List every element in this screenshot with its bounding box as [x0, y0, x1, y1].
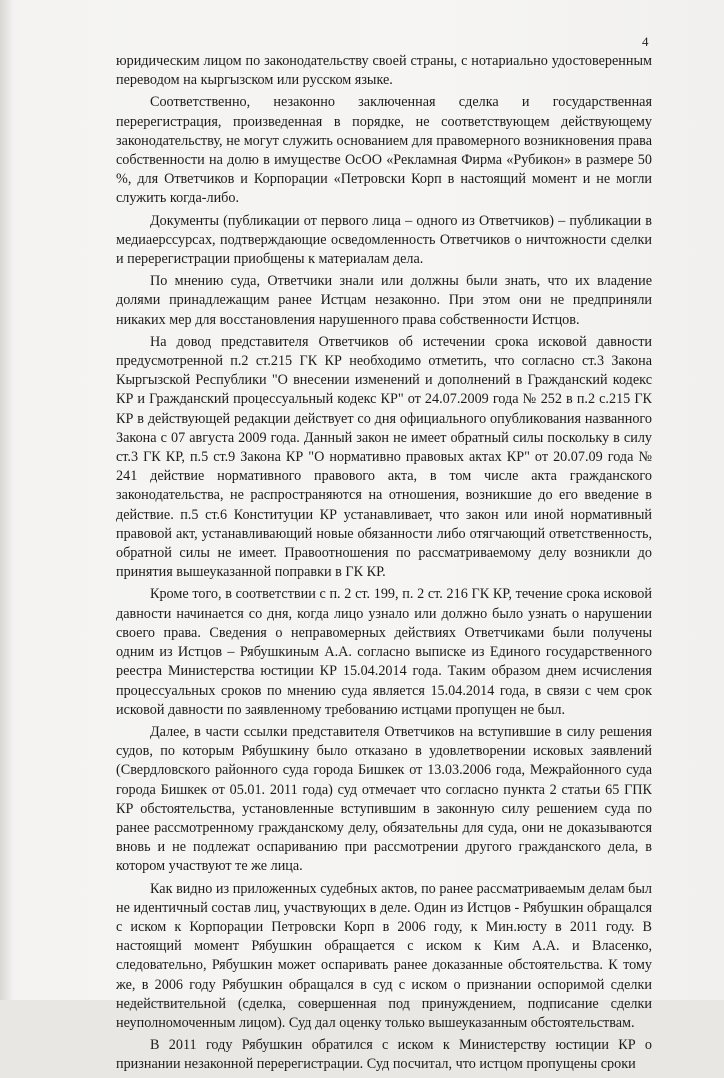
- paragraph-8: Как видно из приложенных судебных актов, по ранее рассматриваемым делам был не идентичный состав лиц, участвующих в деле. Один из Истцов - Рябушкин обращался с иском к Корпорации Петровски Корп в 2006 году, к Мин.юсту в 2011 году. В настоящий момент Рябушкин обращается с иском к Ким А.А. и Власенко, следовательно, Рябушкин может оспаривать ранее доказанные обстоятельства. К тому же, в 2006 году Рябушкин обращался в суд с иском о признании оспоримой сделки недействительной (сделка, совершенная под принуждением, подписание сделки неуполномоченным лицом). Суд дал оценку только вышеуказанным обстоятельствам.: [116, 880, 652, 1031]
- document-body: [116, 52, 652, 1078]
- paragraph-6: Кроме того, в соответствии с п. 2 ст. 199, п. 2 ст. 216 ГК КР, течение срока исковой давности начинается со дня, когда лицо узнало или должно было узнать о нарушении своего права. Сведения о неправомерных действиях Ответчиками были получены одним из Истцов – Рябушкиным А.А. согласно выписке из Единого государственного реестра Министерства юстиции КР 15.04.2014 года. Таким образом днем исчисления процессуальных сроков по мнению суда является 15.04.2014 года, в связи с чем срок исковой давности по заявленному требованию истцами пропущен не был.: [116, 586, 652, 718]
- page-number: 4: [642, 34, 649, 49]
- paragraph-4: По мнению суда, Ответчики знали или должны были знать, что их владение долями принадлежащим ранее Истцам незаконно. При этом они не предприняли никаких мер для восстановления нарушенного права собственности Истцов.: [116, 273, 652, 328]
- paragraph-5: На довод представителя Ответчиков об истечении срока исковой давности предусмотренной п.2 ст.215 ГК КР необходимо отметить, что согласно ст.3 Закона Кыргызской Республики "О внесении изменений и дополнений в Гражданский кодекс КР и Гражданский процессуальный кодекс КР" от 24.07.2009 года № 252 в п.2 с.215 ГК КР в действующей редакции действует со дня официального опубликования названного Закона с 07 августа 2009 года. Данный закон не имеет обратный силы поскольку в силу ст.3 ГК КР, п.5 ст.9 Закона КР "О нормативно правовых актах КР" от 20.07.09 года № 241 действие нормативного правового акта, в том числе акта гражданского законодательства, не распространяются на отношения, возникшие до его введение в действие. п.5 ст.6 Конституции КР устанавливает, что закон или иной нормативный правовой акт, устанавливающий новые обязанности либо отягчающий ответственность, обратной силы не имеет. Правоотношения по рассматриваемому делу возникли до принятия вышеуказанной поправки в ГК КР.: [116, 333, 652, 581]
- paragraph-1: юридическим лицом по законодательству своей страны, с нотариально удостоверенным переводом на кыргызском или русском языке.: [116, 53, 652, 89]
- paragraph-7: Далее, в части ссылки представителя Ответчиков на вступившие в силу решения судов, по которым Рябушкину было отказано в удовлетворении исковых заявлений (Свердловского районного суда города Бишкек от 13.03.2006 года, Межрайонного суда города Бишкек от 05.01. 2011 года) суд отмечает что согласно пункта 2 статьи 65 ГПК КР обстоятельства, установленные вступившим в законную силу решением суда по ранее рассмотренному гражданскому делу, обязательны для суда, они не доказываются вновь и не подлежат оспариванию при рассмотрении другого гражданского дела, в котором участвуют те же лица.: [116, 723, 652, 875]
- paragraph-3: Документы (публикации от первого лица – одного из Ответчиков) – публикации в медиаерссурсах, подтверждающие осведомленность Ответчиков о ничтожности сделки и перерегистрации приобщены к материалам дела.: [116, 212, 652, 268]
- paragraph-2: Соответственно, незаконно заключенная сделка и государственная перерегистрация, произведенная в порядке, не соответствующем действующему законодательству, не могут служить основанием для правомерного возникновения права собственности на долю в имуществе ОсОО «Рекламная Фирма «Рубикон» в размере 50 %, для Ответчиков и Корпорации «Петровски Корп в настоящий момент и не могли служить когда-либо.: [116, 94, 652, 207]
- paragraph-9: В 2011 году Рябушкин обратился с иском к Министерству юстиции КР о признании незаконной перерегистрации. Суд посчитал, что истцом пропущены сроки: [116, 1037, 652, 1073]
